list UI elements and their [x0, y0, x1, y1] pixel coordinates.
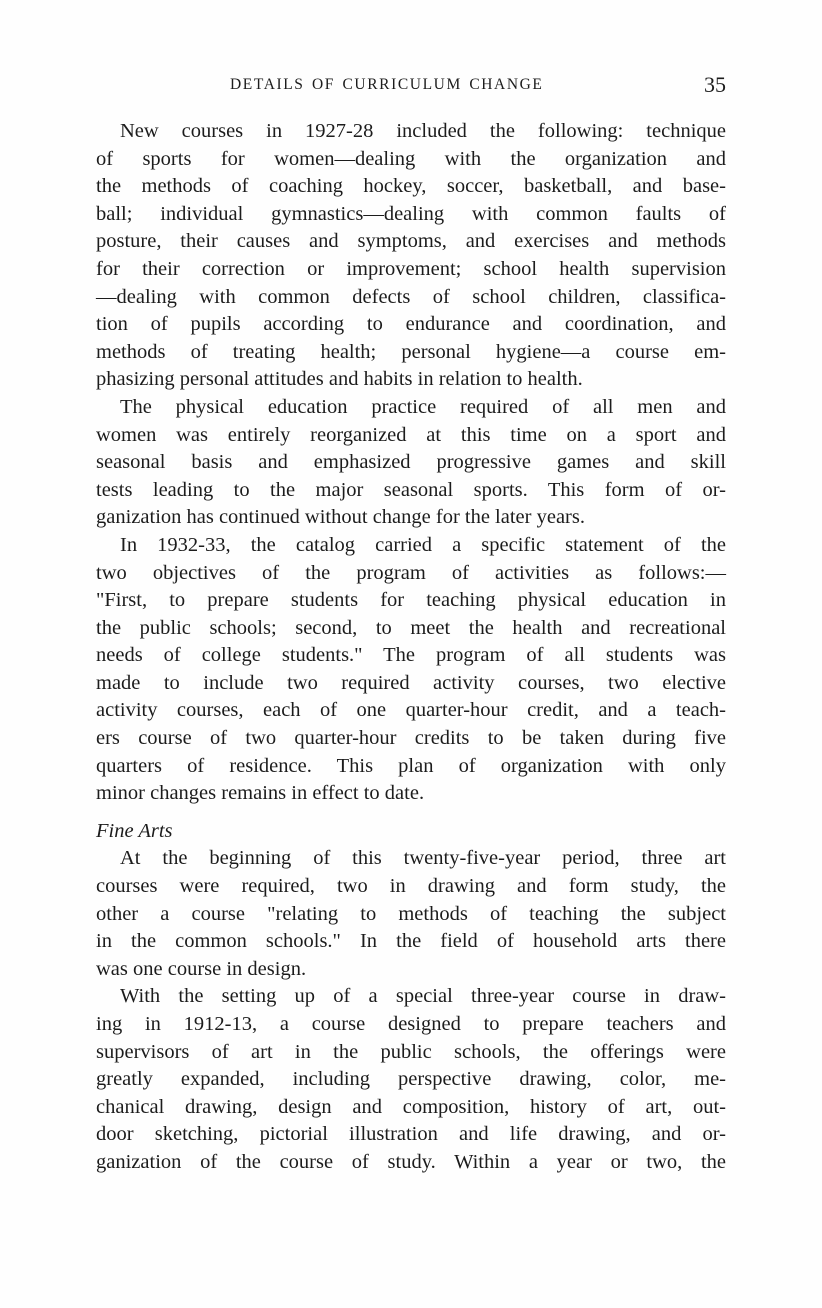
- paragraph-line: door sketching, pictorial illustration and life drawing, and or-: [96, 1123, 726, 1146]
- section-heading: Fine Arts: [96, 819, 173, 842]
- paragraph-line: ers course of two quarter-hour credits to be taken during five: [96, 727, 726, 750]
- paragraph-line: ganization has continued without change for the later years.: [96, 506, 585, 529]
- paragraph-line: tests leading to the major seasonal sports. This form of or-: [96, 478, 726, 501]
- paragraph-line: two objectives of the program of activities as follows:—: [96, 561, 726, 584]
- paragraph-line: —dealing with common defects of school children, classifica-: [96, 285, 726, 308]
- paragraph-line: seasonal basis and emphasized progressive games and skill: [96, 451, 726, 474]
- paragraph-line: courses were required, two in drawing and form study, the: [96, 875, 726, 898]
- page-number: 35: [704, 72, 726, 97]
- paragraph-line: quarters of residence. This plan of organization with only: [96, 754, 726, 777]
- paragraph-line: of sports for women—dealing with the organization and: [96, 147, 726, 170]
- paragraph-line: for their correction or improvement; school health supervision: [96, 257, 726, 280]
- running-title: DETAILS OF CURRICULUM CHANGE: [230, 76, 544, 93]
- paragraph-line: methods of treating health; personal hygiene—a course em-: [96, 340, 726, 363]
- paragraph-line: activity courses, each of one quarter-hour credit, and a teach-: [96, 699, 726, 722]
- paragraph-line: "First, to prepare students for teaching physical education in: [96, 589, 726, 612]
- paragraph-line: needs of college students." The program of all students was: [96, 644, 726, 667]
- paragraph-line: was one course in design.: [96, 957, 307, 980]
- paragraph-line: made to include two required activity courses, two elective: [96, 671, 726, 694]
- paragraph-line: minor changes remains in effect to date.: [96, 782, 425, 805]
- paragraph-line: In 1932-33, the catalog carried a specific statement of the: [120, 533, 726, 556]
- paragraph-line: women was entirely reorganized at this time on a sport and: [96, 423, 726, 446]
- paragraph-line: the public schools; second, to meet the health and recreational: [96, 616, 726, 639]
- paragraph-line: other a course "relating to methods of teaching the subject: [96, 902, 726, 925]
- paragraph-line: posture, their causes and symptoms, and exercises and methods: [96, 230, 726, 253]
- paragraph-line: With the setting up of a special three-year course in draw-: [120, 985, 726, 1008]
- paragraph-line: ganization of the course of study. Within a year or two, the: [96, 1150, 726, 1173]
- paragraph-line: in the common schools." In the field of household arts there: [96, 930, 726, 953]
- paragraph-line: the methods of coaching hockey, soccer, basketball, and base-: [96, 175, 726, 198]
- paragraph-line: At the beginning of this twenty-five-year period, three art: [120, 847, 726, 870]
- paragraph-line: phasizing personal attitudes and habits in relation to health.: [96, 368, 583, 391]
- paragraph-line: supervisors of art in the public schools, the offerings were: [96, 1040, 726, 1063]
- paragraph-line: New courses in 1927-28 included the following: technique: [120, 120, 726, 142]
- paragraph-line: tion of pupils according to endurance and coordination, and: [96, 313, 726, 336]
- paragraph-line: chanical drawing, design and composition, history of art, out-: [96, 1095, 726, 1118]
- page-body: [96, 118, 726, 1177]
- paragraph-line: ball; individual gymnastics—dealing with common faults of: [96, 202, 726, 225]
- paragraph-line: The physical education practice required of all men and: [120, 395, 726, 418]
- paragraph-line: greatly expanded, including perspective drawing, color, me-: [96, 1068, 726, 1091]
- page-header: [96, 72, 726, 106]
- paragraph-line: ing in 1912-13, a course designed to prepare teachers and: [96, 1013, 726, 1035]
